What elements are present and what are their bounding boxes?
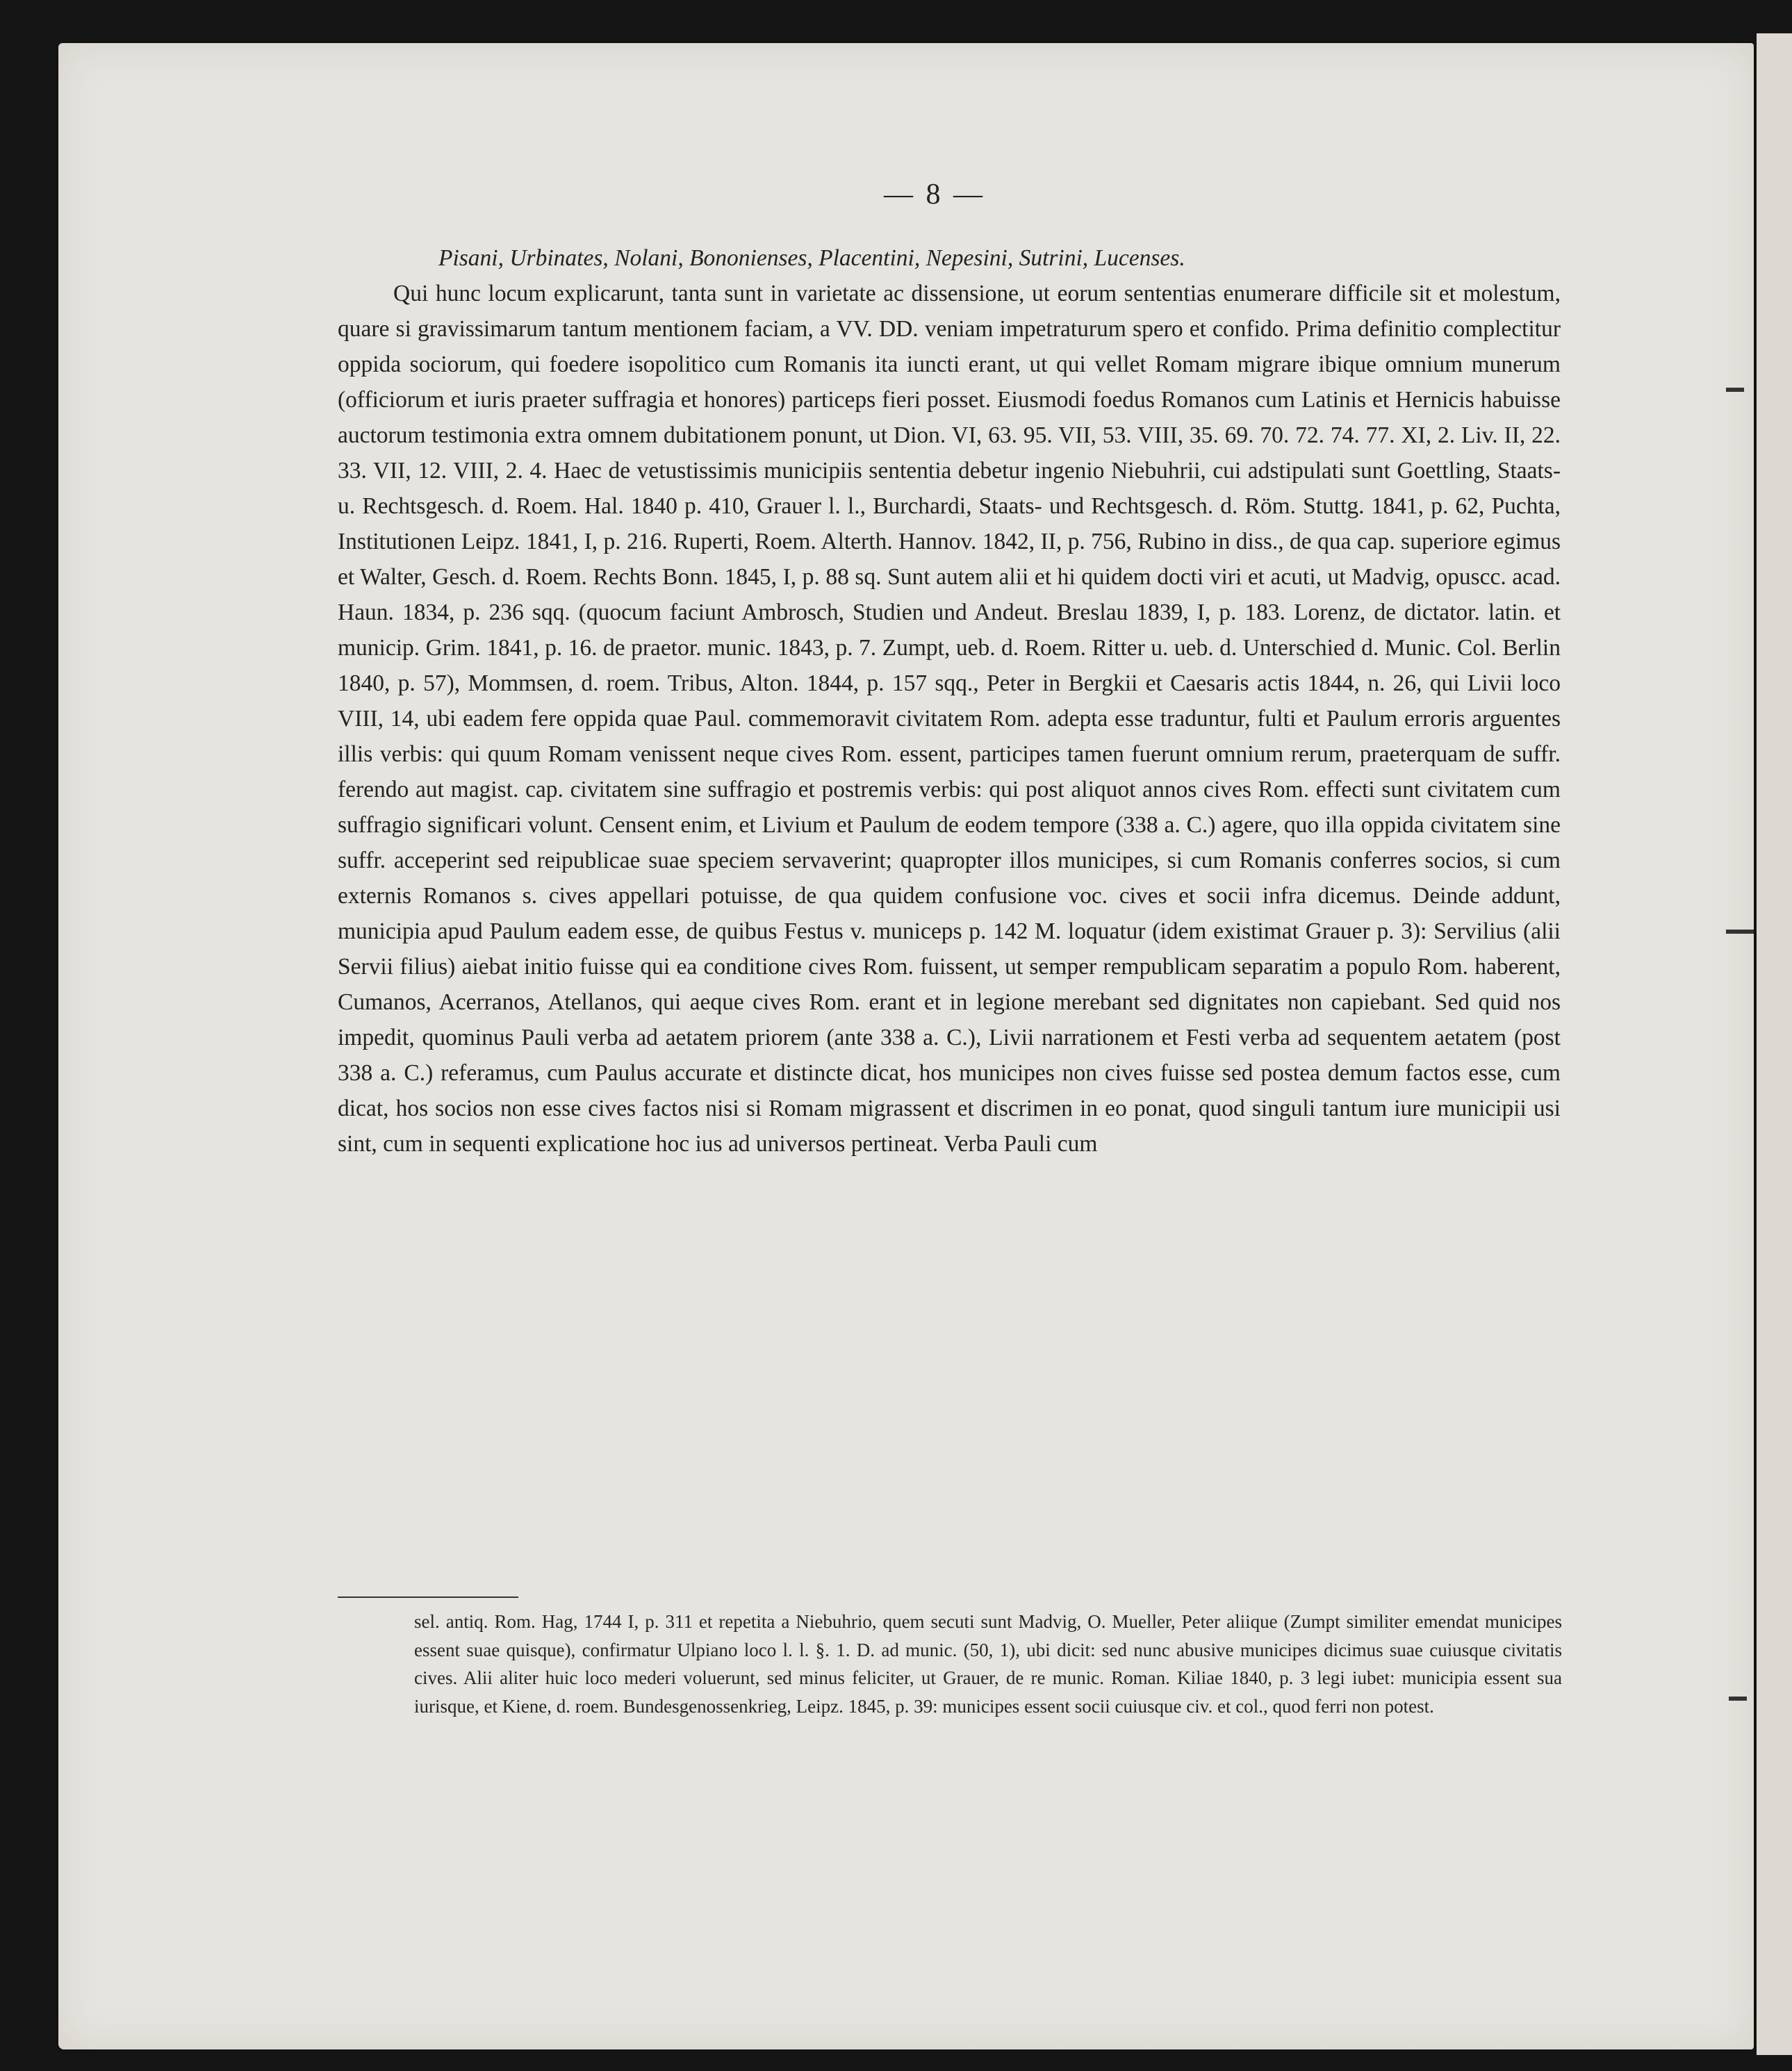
page-edge-mark [1726,388,1744,392]
adjacent-page-edge [1757,33,1792,2055]
main-text [338,240,1561,1162]
page-edge-mark [1726,930,1754,934]
page-edge-mark [1729,1697,1747,1701]
footnote-text: sel. antiq. Rom. Hag, 1744 I, p. 311 et repetita a Niebuhrio, quem secuti sunt Madvig, O. Mueller, Peter aliique (Zumpt similiter emendat municipes essent suae quisque), confirmatur Ulpiano loco l. l. §. 1. D. ad munic. (50, 1), ubi dicit: sed nunc abusive municipes dicimus suae cuiusque civitatis cives. Alii aliter huic loco mederi voluerunt, sed minus feliciter, ut Grauer, de re munic. Roman. Kiliae 1840, p. 3 legi iubet: municipia essent sua iurisque, et Kiene, d. roem. Bundesgenossenkrieg, Leipz. 1845, p. 39: municipes essent socii cuiusque civ. et col., quod ferri non potest. [414,1611,1562,1717]
page-number: — 8 — [884,179,985,211]
footnote-divider [338,1596,518,1598]
opening-line: Pisani, Urbinates, Nolani, Bononienses, Placentini, Nepesini, Sutrini, Lucenses. [438,245,1185,271]
footnote [414,1608,1562,1720]
paragraph: Qui hunc locum explicarunt, tanta sunt in varietate ac dissensione, ut eorum sententias enumerare difficile sit et molestum, quare si gravissimarum tantum mentionem faciam, a VV. DD. veniam impetraturum spero et confido. Prima definitio complectitur oppida sociorum, qui foedere isopolitico cum Romanis ita iuncti erant, ut qui vellet Romam migrare ibique omnium munerum (officiorum et iuris praeter suffragia et honores) particeps fieri posset. Eiusmodi foedus Romanos cum Latinis et Hernicis habuisse auctorum testimonia extra omnem dubitationem ponunt, ut Dion. VI, 63. 95. VII, 53. VIII, 35. 69. 70. 72. 74. 77. XI, 2. Liv. II, 22. 33. VII, 12. VIII, 2. 4. Haec de vetustissimis municipiis sententia debetur ingenio Niebuhrii, cui adstipulati sunt Goettling, Staats- u. Rechtsgesch. d. Roem. Hal. 1840 p. 410, Grauer l. l., Burchardi, Staats- und Rechtsgesch. d. Röm. Stuttg. 1841, p. 62, Puchta, Institutionen Leipz. 1841, I, p. 216. Ruperti, Roem. Alterth. Hannov. 1842, II, p. 756, Rubino in diss., de qua cap. superiore egimus et Walter, Gesch. d. Roem. Rechts Bonn. 1845, I, p. 88 sq. Sunt autem alii et hi quidem docti viri et acuti, ut Madvig, opuscc. acad. Haun. 1834, p. 236 sqq. (quocum faciunt Ambrosch, Studien und Andeut. Breslau 1839, I, p. 183. Lorenz, de dictator. latin. et municip. Grim. 1841, p. 16. de praetor. munic. 1843, p. 7. Zumpt, ueb. d. Roem. Ritter u. ueb. d. Unterschied d. Munic. Col. Berlin 1840, p. 57), Mommsen, d. roem. Tribus, Alton. 1844, p. 157 sqq., Peter in Bergkii et Caesaris actis 1844, n. 26, qui Livii loco VIII, 14, ubi eadem fere oppida quae Paul. commemoravit civitatem Rom. adepta esse traduntur, fulti et Paulum erroris arguentes illis verbis: qui quum Romam venissent neque cives Rom. essent, participes tamen fuerunt omnium rerum, praeterquam de suffr. ferendo aut magist. cap. civitatem sine suffragio et postremis verbis: qui post aliquot annos cives Rom. effecti sunt civitatem cum suffragio significari volunt. Censent enim, et Livium et Paulum de eodem tempore (338 a. C.) agere, quo illa oppida civitatem sine suffr. acceperint sed reipublicae suae speciem servaverint; quapropter illos municipes, si cum Romanis conferres socios, si cum externis Romanos s. cives appellari potuisse, de qua quidem confusione voc. cives et socii infra dicemus. Deinde addunt, municipia apud Paulum eadem esse, de quibus Festus v. municeps p. 142 M. loquatur (idem existimat Grauer p. 3): Servilius (alii Servii filius) aiebat initio fuisse qui ea conditione cives Rom. fuissent, ut semper rempublicam separatim a populo Rom. haberent, Cumanos, Acerranos, Atellanos, qui aeque cives Rom. erant et in legione merebant sed dignitates non capiebant. Sed quid nos impedit, quominus Pauli verba ad aetatem priorem (ante 338 a. C.), Livii narrationem et Festi verba ad sequentem aetatem (post 338 a. C.) referamus, cum Paulus accurate et distincte dicat, hos municipes non cives fuisse sed postea demum factos esse, cum dicat, hos socios non esse cives factos nisi si Romam migrassent et discrimen in eo ponat, quod singuli tantum iure municipii usi sint, cum in sequenti explicatione hoc ius ad universos pertineat. Verba Pauli cum [338,281,1561,1157]
